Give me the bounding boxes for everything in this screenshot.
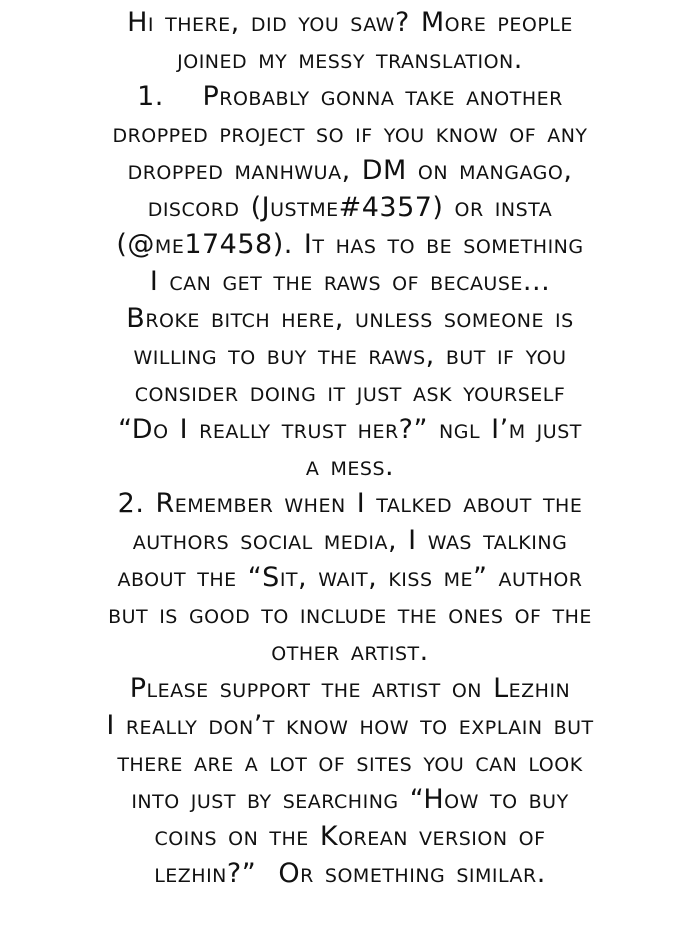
note-line: coins on the Korean version of	[154, 821, 546, 852]
note-line: other artist.	[271, 636, 429, 667]
note-line: “Do I really trust her?” ngl I’m just	[118, 414, 582, 445]
note-line: I can get the raws of because...	[149, 266, 551, 297]
note-line: into just by searching “How to buy	[131, 784, 569, 815]
note-line: dropped manhwua, DM on mangago,	[127, 155, 573, 186]
note-line: I really don’t know how to explain but	[106, 710, 594, 741]
note-line: about the “Sit, wait, kiss me” author	[117, 562, 583, 593]
note-line: Hi there, did you saw? More people	[127, 7, 573, 38]
note-line: consider doing it just ask yourself	[134, 377, 566, 408]
note-line: but is good to include the ones of the	[108, 599, 592, 630]
note-line: Please support the artist on Lezhin	[129, 673, 571, 704]
note-line: authors social media, I was talking	[132, 525, 568, 556]
note-text-block	[12, 4, 688, 892]
note-line: dropped project so if you know of any	[112, 118, 588, 149]
note-line: 1. Probably gonna take another	[137, 81, 563, 112]
note-line: a mess.	[305, 451, 395, 482]
note-line: willing to buy the raws, but if you	[133, 340, 567, 371]
note-line: there are a lot of sites you can look	[117, 747, 583, 778]
note-line: (@me17458). It has to be something	[116, 229, 584, 260]
note-line: discord (Justme#4357) or insta	[147, 192, 553, 223]
note-line: 2. Remember when I talked about the	[117, 488, 583, 519]
note-line: joined my messy translation.	[177, 44, 523, 75]
note-line: lezhin?” Or something similar.	[154, 858, 546, 889]
note-line: Broke bitch here, unless someone is	[126, 303, 574, 334]
